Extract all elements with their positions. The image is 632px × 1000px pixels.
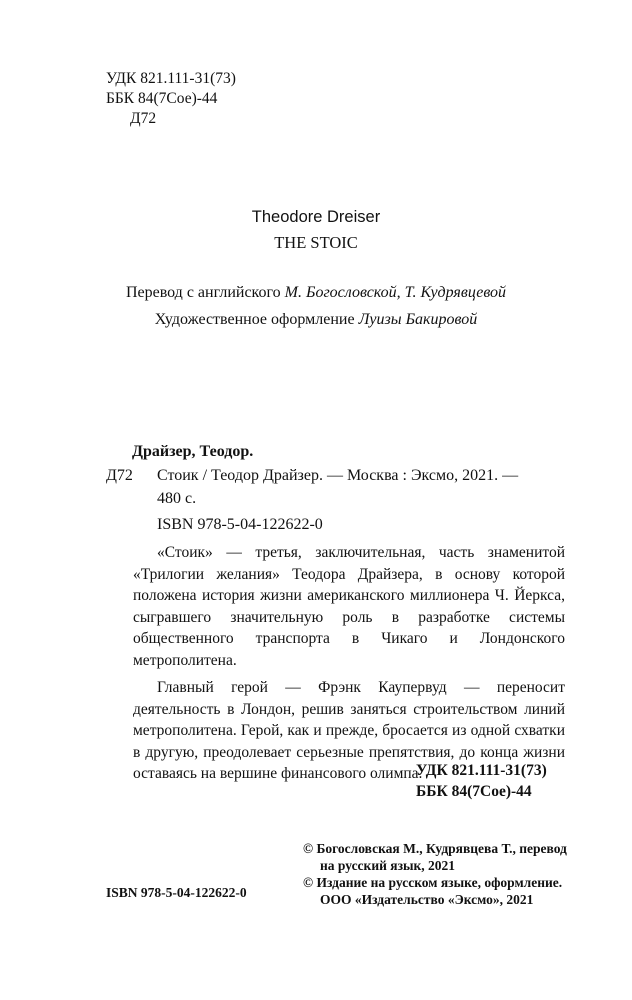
bib-isbn: ISBN 978-5-04-122622-0: [157, 516, 323, 533]
design-credit: [0, 307, 632, 333]
author-sign-top: Д72: [130, 110, 157, 127]
bib-author-sign: Д72: [106, 467, 133, 484]
bbk-top: ББК 84(7Сое)-44: [106, 90, 218, 107]
translation-credit: [0, 280, 632, 306]
copyright-2-line-2: ООО «Издательство «Эксмо», 2021: [320, 892, 534, 907]
copyright-1-line-2: на русский язык, 2021: [320, 858, 456, 873]
original-title: THE STOIC: [274, 233, 358, 252]
bib-description-line1: Стоик / Теодор Драйзер. — Москва : Эксмо, 2021. —: [157, 467, 519, 484]
annotation: [133, 542, 565, 785]
bib-description-line2: 480 с.: [157, 490, 197, 507]
translators: М. Богословской, Т. Кудрявцевой: [284, 284, 507, 301]
translation-prefix: Перевод с английского: [125, 284, 285, 301]
copyright-1-line-1: © Богословская М., Кудрявцева Т., перевод: [303, 841, 567, 856]
original-author: Theodore Dreiser: [251, 208, 381, 226]
copyright-block: [303, 840, 568, 908]
annotation-paragraph-2: Главный герой — Фрэнк Каупервуд — переносит деятельность в Лондон, решив заняться строительством линий метрополитена. Герой, как и прежде, бросается из одной схватки в другую, преодолевает серьезные препятствия, до конца жизни оставаясь на вершине финансового олимпа.: [133, 679, 565, 782]
footer-isbn: ISBN 978-5-04-122622-0: [106, 885, 247, 900]
copyright-2-line-1: © Издание на русском языке, оформление.: [303, 875, 563, 890]
bib-heading: Драйзер, Теодор.: [132, 443, 254, 460]
udk-bottom: УДК 821.111-31(73): [416, 762, 547, 779]
annotation-paragraph-1: «Стоик» — третья, заключительная, часть знаменитой «Трилогии желания» Теодора Драйзера, в основу которой положена история жизни американского миллионера Ч. Йеркса, сыгравшего значительную роль в разработке системы общественного транспорта в Чикаго и Лондонского метрополитена.: [133, 544, 565, 669]
design-prefix: Художественное оформление: [154, 311, 359, 328]
bbk-bottom: ББК 84(7Сое)-44: [416, 783, 532, 800]
designer: Луизы Бакировой: [358, 311, 478, 328]
udk-top: УДК 821.111-31(73): [106, 70, 236, 87]
